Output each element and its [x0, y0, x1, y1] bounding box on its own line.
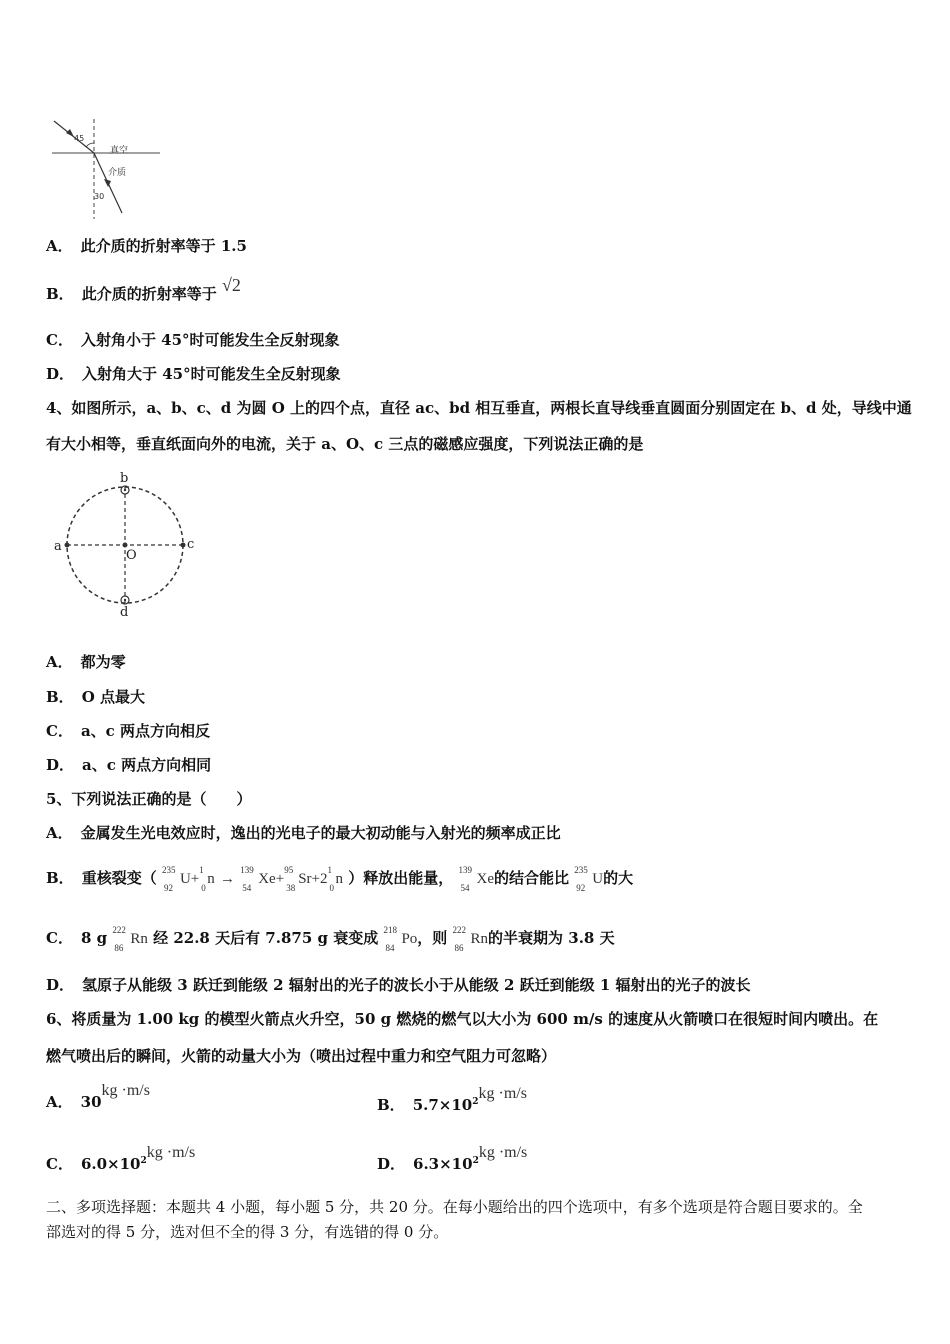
q4-option-c — [46, 721, 210, 741]
option-value: 6.0×10 — [80, 1155, 141, 1173]
option-value: 6.3×10 — [413, 1155, 473, 1173]
exponent: 2 — [472, 1097, 479, 1107]
option-text: a、c 两点方向相反 — [80, 722, 211, 740]
option-letter: A． — [46, 653, 73, 671]
option-text: 都为零 — [80, 653, 126, 671]
unit: kg ·m/s — [101, 1082, 150, 1099]
q6-option-d — [377, 1144, 528, 1175]
point-d-label: d — [120, 605, 129, 620]
option-text: 的结合能比 — [493, 869, 569, 887]
q3-option-b — [46, 275, 241, 304]
angle-30-label: 30 — [94, 192, 105, 201]
option-text: 的半衰期为 3.8 天 — [488, 929, 615, 947]
nuclide-xe139: 139 54 Xe — [240, 865, 276, 893]
q4-option-d — [46, 755, 211, 775]
option-text: 经 22.8 天后有 7.875 g 衰变成 — [153, 929, 379, 947]
option-text: ，则 — [417, 929, 448, 947]
q6-stem-line2: 燃气喷出后的瞬间，火箭的动量大小为（喷出过程中重力和空气阻力可忽略） — [46, 1047, 557, 1065]
nuclide-xe139: 139 54 Xe — [458, 865, 494, 893]
q5-option-d — [46, 975, 751, 995]
exponent: 2 — [140, 1156, 147, 1166]
option-letter: D． — [46, 756, 75, 774]
option-letter: C． — [46, 1155, 73, 1173]
option-letter: B． — [377, 1096, 405, 1114]
q4-stem-line1: 4、如图所示，a、b、c、d 为圆 O 上的四个点，直径 ac、bd 相互垂直，两根长直导线垂直圆面分别固定在 b、d 处，导线中通 — [46, 399, 912, 417]
option-text: a、c 两点方向相同 — [82, 756, 212, 774]
option-text: 此介质的折射率等于 — [81, 285, 217, 303]
exponent: 2 — [472, 1156, 479, 1166]
option-text: 金属发生光电效应时，逸出的光电子的最大初动能与入射光的频率成正比 — [80, 824, 561, 842]
vacuum-label: 真空 — [110, 146, 129, 156]
option-value: 30 — [80, 1093, 102, 1111]
option-text: 8 g — [80, 929, 108, 947]
point-c-label: c — [187, 537, 195, 552]
nuclide-po218: 218 84 Po — [383, 925, 418, 953]
q4-stem-line2: 有大小相等，垂直纸面向外的电流，关于 a、O、c 三点的磁感应强度，下列说法正确的是 — [46, 435, 644, 453]
plus-sign: + — [190, 871, 200, 887]
q6-option-c — [46, 1144, 196, 1175]
option-letter: C． — [46, 929, 73, 947]
option-text: 入射角小于 45°时可能发生全反射现象 — [80, 331, 340, 349]
point-b-label: b — [120, 471, 129, 486]
point-o-label: O — [126, 548, 137, 563]
plus-sign: + — [275, 871, 285, 887]
nuclide-rn222: 222 86 Rn — [112, 925, 148, 953]
point-a-label: a — [54, 539, 62, 554]
q3-option-c — [46, 330, 340, 350]
option-letter: A． — [46, 1093, 73, 1111]
option-letter: B． — [46, 869, 74, 887]
angle-45-label: 45 — [74, 134, 85, 143]
section2-line2: 部选对的得 5 分，选对但不全的得 3 分，有选错的得 0 分。 — [46, 1223, 449, 1241]
q6-stem-line1: 6、将质量为 1.00 kg 的模型火箭点火升空，50 g 燃烧的燃气以大小为 600 m/s 的速度从火箭喷口在很短时间内喷出。在 — [46, 1010, 879, 1028]
sqrt2-formula: √2 — [221, 275, 241, 295]
unit: kg ·m/s — [478, 1085, 527, 1102]
q3-option-d — [46, 364, 341, 384]
option-value: 5.7×10 — [412, 1096, 473, 1114]
option-letter: B． — [46, 688, 74, 706]
option-letter: C． — [46, 722, 73, 740]
unit: kg ·m/s — [146, 1144, 196, 1161]
medium-label: 介质 — [108, 168, 127, 178]
q5-stem: 5、下列说法正确的是（ ） — [46, 790, 252, 808]
option-letter: A． — [46, 237, 73, 255]
circle-figure — [50, 470, 200, 620]
option-letter: C． — [46, 331, 73, 349]
option-letter: D． — [46, 976, 75, 994]
q5-option-a — [46, 823, 561, 843]
option-text: 氢原子从能级 3 跃迁到能级 2 辐射出的光子的波长小于从能级 2 跃迁到能级 1 辐射出的光子的波长 — [82, 976, 751, 994]
option-text: ）释放出能量， — [348, 869, 454, 887]
q5-option-b — [46, 865, 634, 893]
option-text: 重核裂变（ — [81, 869, 157, 887]
plus-sign: +2 — [311, 871, 328, 887]
option-letter: A． — [46, 824, 73, 842]
option-text: O 点最大 — [81, 688, 145, 706]
nuclide-sr95: 95 38 Sr — [284, 865, 312, 893]
option-text: 的大 — [603, 869, 634, 887]
option-text: 此介质的折射率等于 1.5 — [80, 237, 247, 255]
nuclide-n: 1 0 n — [327, 865, 343, 893]
option-letter: D． — [46, 365, 75, 383]
q6-option-b — [377, 1085, 527, 1116]
option-letter: B． — [46, 285, 74, 303]
q6-option-a — [46, 1082, 150, 1113]
option-letter: D． — [377, 1155, 406, 1173]
q4-option-a — [46, 652, 126, 672]
section2-line1: 二、多项选择题：本题共 4 小题，每小题 5 分，共 20 分。在每小题给出的四个选项中，有多个选项是符合题目要求的。全 — [46, 1198, 863, 1216]
nuclide-u235: 235 92 U — [574, 865, 604, 893]
q5-option-c — [46, 925, 615, 953]
q4-option-b — [46, 687, 145, 707]
nuclide-u235: 235 92 U — [161, 865, 191, 893]
nuclide-rn222: 222 86 Rn — [452, 925, 489, 953]
arrow-icon: → — [219, 871, 235, 887]
unit: kg ·m/s — [478, 1144, 528, 1161]
refraction-figure — [46, 115, 166, 223]
nuclide-n: 1 0 n — [199, 865, 215, 893]
option-text: 入射角大于 45°时可能发生全反射现象 — [82, 365, 341, 383]
q3-option-a — [46, 236, 247, 256]
